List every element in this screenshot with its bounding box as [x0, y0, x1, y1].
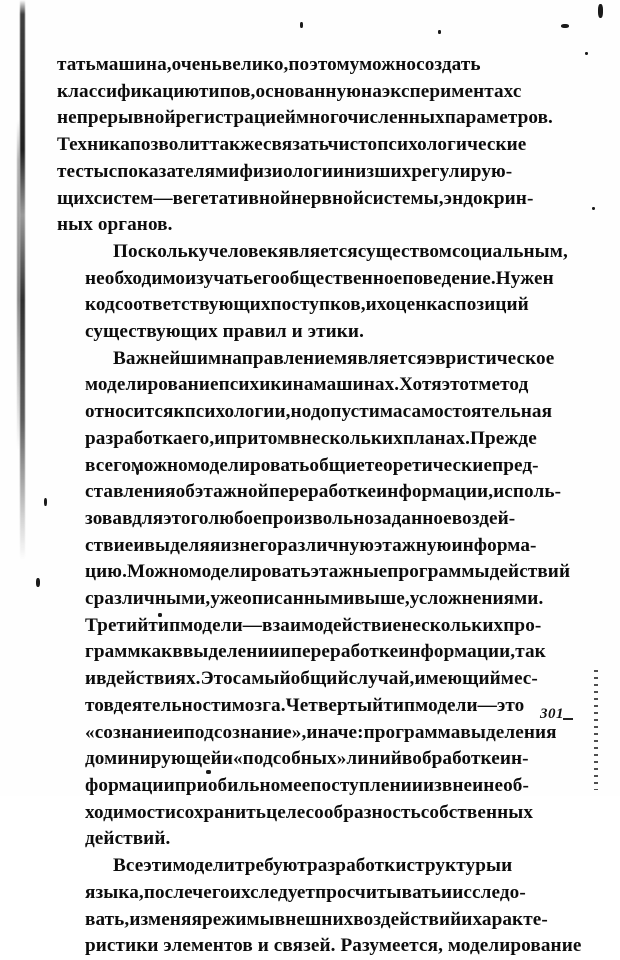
paragraph — [57, 52, 565, 239]
scan-speck — [44, 498, 47, 506]
text-line: ходимостисохранитьцелесообразностьсобственных — [85, 801, 534, 823]
scan-speck — [585, 52, 588, 55]
text-line: Посколькучеловекявляетсясуществомсоциальным, — [113, 240, 568, 262]
scan-speck — [300, 22, 303, 28]
text-line: классификациютипов,основаннуюнаэкспериментахс — [57, 80, 522, 102]
text-line: кодсоответствующихпоступков,ихоценкаспозиций — [85, 294, 529, 316]
text-line: Техникапозволиттакжесвязатьчистопсихологические — [57, 134, 527, 156]
text-line: щихсистем—вегетативнойнервнойсистемы,эндокрин- — [57, 187, 534, 209]
text-line: сразличными,ужеописаннымивыше,усложнениями. — [85, 588, 544, 610]
text-line: моделированиепсихикинамашинах.Хотяэтотметод — [85, 374, 529, 396]
text-line: действий. — [85, 828, 171, 850]
text-line: «сознаниеиподсознание»,иначе:программавыделения — [85, 721, 557, 743]
text-line: зовавдляэтоголюбоепроизвольнозаданноевоздей- — [85, 507, 516, 529]
text-line: непрерывнойрегистрациеймногочисленныхпараметров. — [57, 107, 553, 129]
scan-bottom-edge-noise — [594, 670, 598, 790]
scan-speck — [598, 4, 603, 18]
text-line: цию.Можномоделироватьэтажныепрограммыдействий — [85, 561, 571, 583]
text-line: относитсякпсихологии,нодопустимасамостоятельная — [85, 401, 553, 423]
text-line: ристики элементов и связей. Разумеется, моделирование — [85, 935, 582, 957]
text-line: товдеятельностимозга.Четвертыйтипмодели—это — [85, 694, 525, 716]
text-line: ствиеивыделяяизнегоразличнуюэтажнуюинформа- — [85, 534, 537, 556]
paragraph — [57, 346, 571, 853]
text-line: Всеэтимоделитребуютразработкиструктурыи — [113, 855, 513, 877]
text-line: разработкаего,ипритомвнесколькихпланах.Прежде — [85, 427, 537, 449]
text-line: ивдействиях.Этосамыйобщийслучай,имеющиймес- — [85, 668, 538, 690]
text-line: существующих правил и этики. — [85, 321, 364, 343]
page-text-body — [57, 52, 582, 960]
text-line: доминирующейи«подсобных»линийвобработкеин- — [85, 748, 529, 770]
page-number: 301 — [540, 706, 564, 722]
text-line: тестыспоказателямифизиологиинизшихрегулирую- — [57, 160, 513, 182]
binding-gutter-shadow-secondary — [17, 120, 20, 450]
scan-speck — [592, 207, 595, 210]
text-line: ставленияобэтажнойпереработкеинформации,исполь- — [85, 481, 562, 503]
text-line: вать,изменяярежимывнешнихвоздействийихаракте- — [85, 908, 548, 930]
text-line: необходимоизучатьегообщественноеповедение.Нужен — [85, 267, 554, 289]
text-line: татьмашина,оченьвелико,поэтомуможносоздать — [57, 54, 481, 75]
text-line: Третийтипмодели—взаимодействиенесколькихпро- — [85, 614, 542, 636]
paragraph — [57, 853, 582, 960]
binding-gutter-shadow — [20, 0, 25, 560]
text-line: граммкакввыделенииипереработкеинформации,так — [85, 641, 546, 663]
scan-speck — [36, 578, 40, 587]
text-line: ных органов. — [57, 214, 173, 236]
scan-speck — [561, 24, 569, 28]
paragraph — [57, 239, 568, 346]
text-line: Важнейшимнаправлениемявляетсяэвристическое — [113, 347, 555, 369]
scan-speck — [438, 30, 441, 34]
text-line: всегоможномоделироватьобщиетеоретическиепред- — [85, 454, 539, 476]
text-line: формацииприобильномеепоступленииизвнеинеоб- — [85, 774, 529, 796]
text-line: языка,послечегоихследуетпросчитыватьиисследо- — [85, 881, 526, 903]
